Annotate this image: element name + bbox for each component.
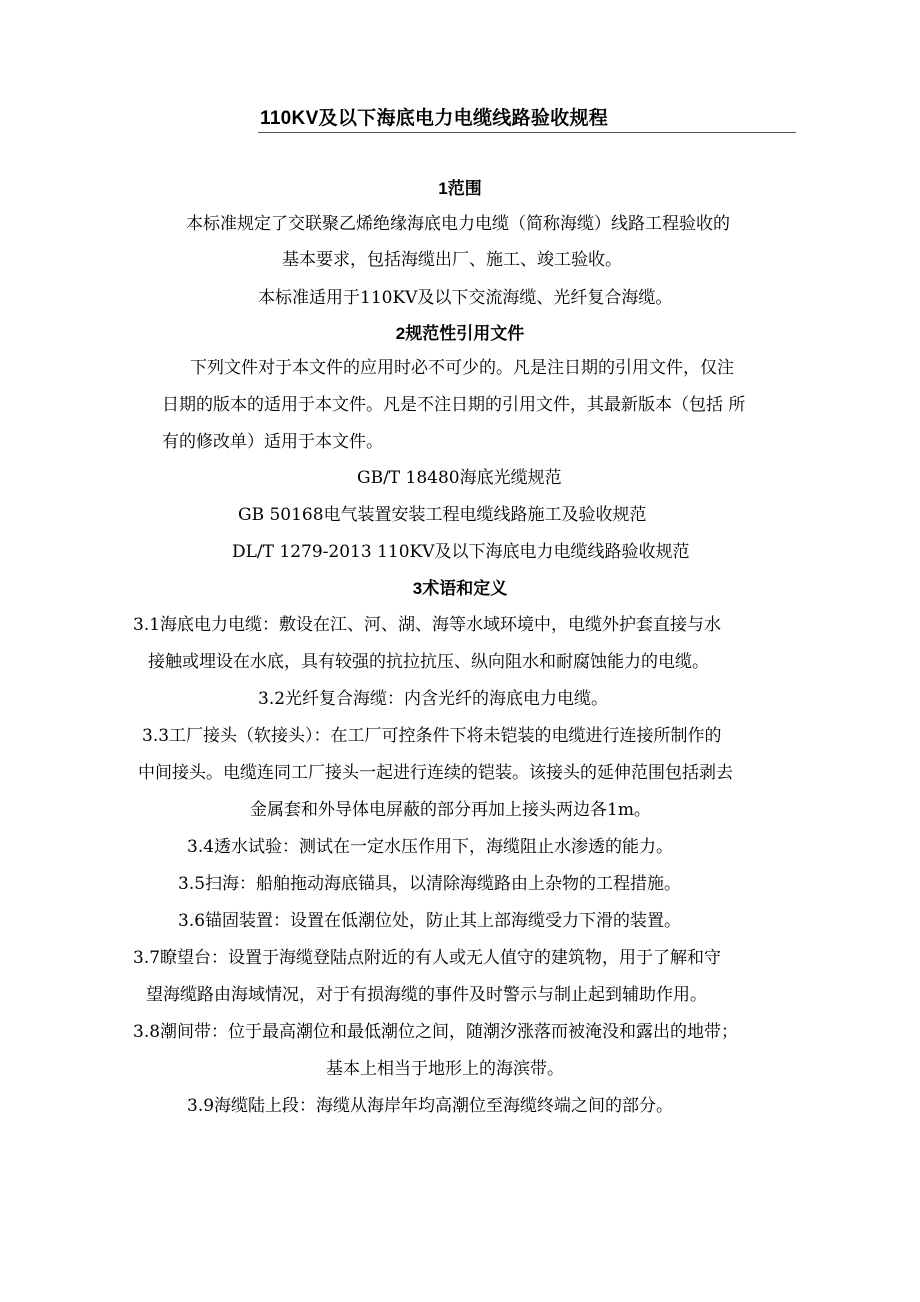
definition-line: 3.8潮间带：位于最高潮位和最低潮位之间，随潮汐涨落而被淹没和露出的地带； [133, 1022, 739, 1042]
definition-line: 3.2光纤复合海缆：内含光纤的海底电力电缆。 [258, 689, 609, 709]
definition-line: 望海缆路由海域情况，对于有损海缆的事件及时警示与制止起到辅助作用。 [146, 985, 707, 1005]
definition-line: 3.6锚固装置：设置在低潮位处，防止其上部海缆受力下滑的装置。 [178, 911, 682, 931]
document-title: 110KV及以下海底电力电缆线路验收规程 [258, 103, 796, 133]
reference-item: DL/T 1279-2013 110KV及以下海底电力电缆线路验收规范 [232, 542, 690, 562]
section-heading-scope: 1范围 [438, 179, 482, 198]
section-heading-terms: 3术语和定义 [412, 579, 508, 598]
section-heading-references: 2规范性引用文件 [395, 324, 525, 343]
paragraph-line: 本标准适用于110KV及以下交流海缆、光纤复合海缆。 [258, 288, 673, 308]
paragraph-line: 基本要求，包括海缆出厂、施工、竣工验收。 [282, 250, 622, 270]
reference-item: GB 50168电气装置安装工程电缆线路施工及验收规范 [238, 505, 647, 525]
definition-line: 3.5扫海：船舶拖动海底锚具，以清除海缆路由上杂物的工程措施。 [178, 874, 682, 894]
paragraph-line: 日期的版本的适用于本文件。凡是不注日期的引用文件，其最新版本（包括 所 [162, 395, 746, 415]
definition-line: 3.7瞭望台：设置于海缆登陆点附近的有人或无人值守的建筑物，用于了解和守 [133, 948, 722, 968]
definition-line: 中间接头。电缆连同工厂接头一起进行连续的铠装。该接头的延伸范围包括剥去 [138, 763, 733, 783]
paragraph-line: 下列文件对于本文件的应用时必不可少的。凡是注日期的引用文件，仅注 [190, 358, 734, 378]
definition-line: 3.4透水试验：测试在一定水压作用下，海缆阻止水渗透的能力。 [187, 837, 674, 857]
reference-item: GB/T 18480海底光缆规范 [357, 468, 562, 488]
paragraph-line: 本标准规定了交联聚乙烯绝缘海底电力电缆（简称海缆）线路工程验收的 [186, 214, 730, 234]
definition-line: 基本上相当于地形上的海滨带。 [326, 1059, 564, 1079]
definition-line: 3.1海底电力电缆：敷设在江、河、湖、海等水域环境中，电缆外护套直接与水 [133, 615, 722, 635]
definition-line: 金属套和外导体电屏蔽的部分再加上接头两边各1m。 [250, 800, 651, 820]
paragraph-line: 有的修改单）适用于本文件。 [162, 432, 383, 452]
definition-line: 3.3工厂接头（软接头）：在工厂可控条件下将未铠装的电缆进行连接所制作的 [142, 726, 722, 746]
definition-line: 3.9海缆陆上段：海缆从海岸年均高潮位至海缆终端之间的部分。 [187, 1096, 674, 1116]
definition-line: 接触或埋设在水底，具有较强的抗拉抗压、纵向阻水和耐腐蚀能力的电缆。 [148, 652, 709, 672]
